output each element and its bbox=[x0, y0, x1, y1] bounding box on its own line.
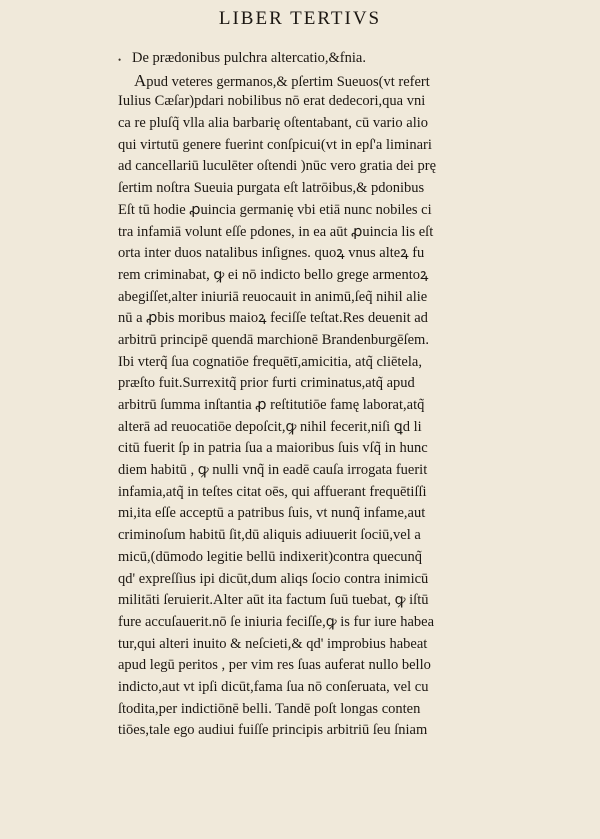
running-head: LIBER TERTIVS bbox=[218, 8, 382, 29]
text-line: abegiſſet,alter iniuriā reuocauit in animū,ſeq̃ nihil alie bbox=[118, 288, 428, 305]
text-line: indicto,aut vt ipſi dicūt,fama ſua nō conſeruata, vel cu bbox=[118, 678, 429, 695]
text-line: Iulius Cæſar)pdari nobilibus nō erat dedecori,qua vni bbox=[118, 93, 426, 110]
text-line: præſto fuit.Surrexitq̃ prior furti criminatus,atq̃ apud bbox=[118, 375, 415, 392]
text-line: ca re pluſq̃ vlla alia barbarię oſtentabant, cū vario alio bbox=[118, 115, 429, 132]
text-line: militāti ſeruierit.Alter aūt ita factum ſuū tuebat, ꝙ iſtū bbox=[118, 592, 429, 609]
text-line: tra infamiā volunt eſſe pdones, in ea aūt ꝓuincia lis eſt bbox=[118, 223, 434, 240]
text-line: fure accuſauerit.nō ſe iniuria feciſſe,ꝙ is fur iure habea bbox=[118, 613, 435, 630]
text-line: arbitrū principē quendā marchionē Brandenburgēſem. bbox=[118, 331, 429, 348]
text-line: Eſt tū hodie ꝓuincia germanię vbi etiā nunc nobiles ci bbox=[118, 201, 432, 218]
text-line: arbitrū ſumma inſtantia ꝓ reſtitutiōe famę laborat,atq̃ bbox=[118, 397, 425, 413]
text-line: rem criminabat, ꝙ ei nō indicto bello grege armentoꝝ bbox=[118, 266, 429, 283]
text-line: orta inter duos natalibus inſignes. quoꝝ vnus alteꝝ fu bbox=[118, 245, 425, 262]
text-line: apud legū peritos , per vim res ſuas auferat nullo bello bbox=[118, 657, 431, 674]
paragraph-mark: • bbox=[118, 55, 122, 65]
text-line: tiōes,tale ego audiui fuiſſe principis arbitriū ſeu ſniam bbox=[118, 722, 428, 739]
text-line: infamia,atq̃ in teſtes citat oēs, qui affuerant frequētiſſi bbox=[118, 483, 427, 500]
text-line: criminoſum habitū ſit,dū aliquis adiuuerit ſociū,vel a bbox=[118, 527, 421, 544]
text-line: ſertim noſtra Sueuia purgata eſt latrōibus,& pdonibus bbox=[118, 180, 425, 197]
text-line: ad cancellariū luculēter oſtendi )nūc vero gratia dei prę bbox=[118, 158, 437, 175]
text-line: mi,ita eſſe acceptū a patribus ſuis, vt nunq̃ infame,aut bbox=[118, 505, 426, 522]
section-heading: De prædonibus pulchra altercatio,&fnia. bbox=[132, 50, 366, 66]
text-line: Ibi vterq̃ ſua cognatiōe frequētī,amicitia, atq̃ cliētela, bbox=[118, 353, 422, 370]
text-line: nū a ꝓbis moribus maioꝝ feciſſe teſtat.Res deuenit ad bbox=[118, 310, 428, 327]
text-line: qd' expreſſius ipi dicūt,dum aliqs ſocio contra inimicū bbox=[118, 570, 429, 587]
text-block bbox=[118, 48, 538, 742]
text-line: ſtodita,per indictiōnē belli. Tandē poſt longas conten bbox=[118, 700, 421, 717]
text-line: diem habitū , ꝙ nulli vnq̃ in eadē cauſa irrogata fuerit bbox=[118, 462, 428, 479]
text-line: alterā ad reuocatiōe depoſcit,ꝙ nihil fecerit,niſi ꝗd li bbox=[118, 418, 422, 435]
text-line: Apud veteres germanos,& pſertim Sueuos(vt refert bbox=[134, 70, 430, 90]
text-line: tur,qui alteri inuito & neſcieti,& qd' improbius habeat bbox=[118, 635, 428, 652]
text-line: citū fuerit ſp in patria ſua a maioribus ſuis vſq̃ in hunc bbox=[118, 440, 428, 457]
text-line: micū,(dūmodo legitie bellū indixerit)contra quecunq̃ bbox=[118, 548, 423, 565]
text-line: qui virtutū genere fuerint conſpicui(vt in epſ'a liminari bbox=[118, 136, 432, 153]
